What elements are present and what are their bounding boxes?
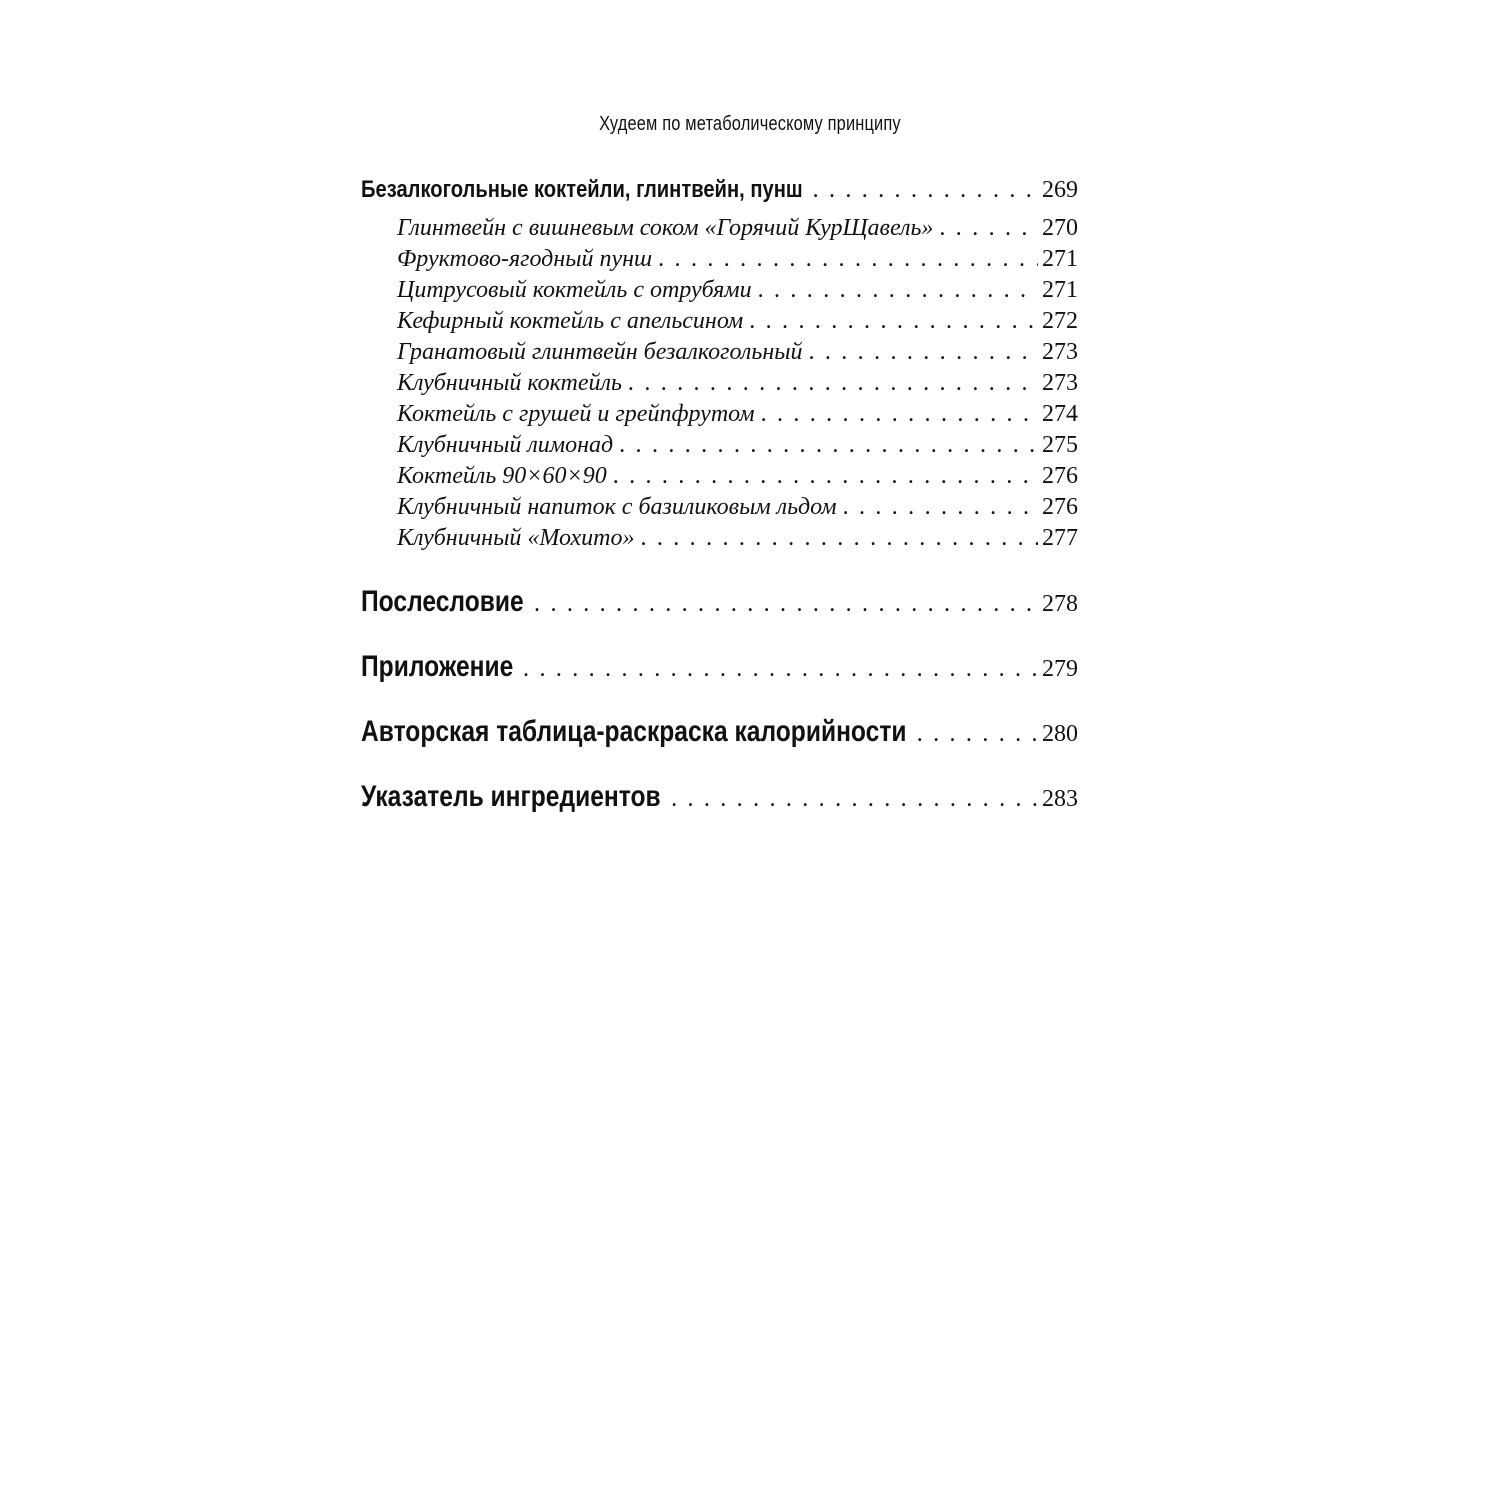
toc-item-row[interactable] [397,215,1078,242]
dot-leader [939,215,1038,242]
dot-leader [813,177,1038,204]
dot-leader [523,656,1038,683]
toc-page-number: 277 [1042,525,1078,551]
toc-page-number: 273 [1042,339,1078,365]
toc-item-title: Клубничный «Мохито» [397,525,635,551]
toc-item-title: Коктейль 90×60×90 [397,463,607,489]
toc-page-number: 269 [1042,177,1078,203]
dot-leader [843,494,1038,521]
dot-leader [534,591,1038,618]
toc-page-number: 280 [1042,721,1078,747]
toc-item-title: Клубничный напиток с базиликовым льдом [397,494,837,520]
toc-chapter-title: Приложение [361,650,514,683]
toc-page-number: 270 [1042,215,1078,241]
toc-section-row[interactable] [361,176,1078,204]
toc-page-number: 276 [1042,463,1078,489]
dot-leader [808,339,1038,366]
toc-item-row[interactable] [397,494,1078,521]
dot-leader [749,308,1038,335]
toc-page-number: 274 [1042,401,1078,427]
toc-chapter-title: Авторская таблица-раскраска калорийности [361,715,907,748]
toc-item-row[interactable] [397,525,1078,552]
toc-chapter-row[interactable] [361,780,1078,814]
toc-page-number: 273 [1042,370,1078,396]
toc-page-number: 276 [1042,494,1078,520]
toc-item-title: Коктейль с грушей и грейпфрутом [397,401,755,427]
toc-item-row[interactable] [397,308,1078,335]
toc-chapter-title: Послесловие [361,585,524,618]
toc-page-number: 272 [1042,308,1078,334]
toc-item-row[interactable] [397,339,1078,366]
toc-chapter-row[interactable] [361,650,1078,684]
dot-leader [628,370,1038,397]
toc-item-title: Цитрусовый коктейль с отрубями [397,277,752,303]
dot-leader [671,786,1038,813]
toc-page-number: 279 [1042,656,1078,682]
toc-section-title: Безалкогольные коктейли, глинтвейн, пунш [361,176,803,203]
toc-item-row[interactable] [397,370,1078,397]
toc-item-title: Кефирный коктейль с апельсином [397,308,744,334]
toc-item-title: Клубничный коктейль [397,370,622,396]
toc-item-row[interactable] [397,432,1078,459]
toc-item-title: Гранатовый глинтвейн безалкогольный [397,339,803,365]
toc-item-row[interactable] [397,401,1078,428]
dot-leader [640,525,1038,552]
toc-item-title: Глинтвейн с вишневым соком «Горячий КурЩавель» [397,215,934,241]
dot-leader [758,277,1038,304]
toc-page-number: 278 [1042,591,1078,617]
toc-page-number: 283 [1042,786,1078,812]
toc-item-row[interactable] [397,463,1078,490]
toc-item-title: Клубничный лимонад [397,432,614,458]
dot-leader [619,432,1038,459]
toc-chapter-title: Указатель ингредиентов [361,780,661,813]
toc-item-title: Фруктово-ягодный пунш [397,246,653,272]
toc-page-number: 271 [1042,277,1078,303]
toc-chapter-row[interactable] [361,585,1078,619]
dot-leader [917,721,1038,748]
toc-page-number: 271 [1042,246,1078,272]
dot-leader [658,246,1038,273]
dot-leader [761,401,1038,428]
toc-item-row[interactable] [397,277,1078,304]
running-head: Худеем по метаболическому принципу [599,113,901,135]
toc-item-row[interactable] [397,246,1078,273]
dot-leader [613,463,1038,490]
toc-chapter-row[interactable] [361,715,1078,749]
toc-page-number: 275 [1042,432,1078,458]
